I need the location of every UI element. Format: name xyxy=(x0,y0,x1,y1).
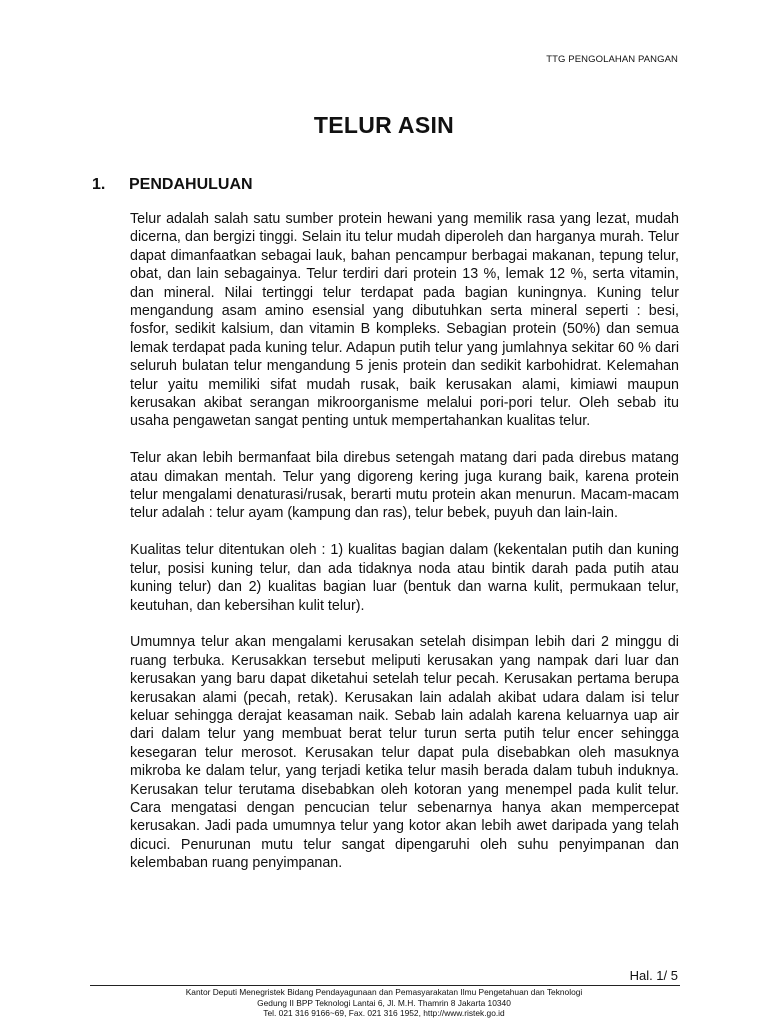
footer-line: Gedung II BPP Teknologi Lantai 6, Jl. M.H. Thamrin 8 Jakarta 10340 xyxy=(257,997,511,1008)
document-title: TELUR ASIN xyxy=(313,112,455,138)
footer-line: Kantor Deputi Menegristek Bidang Pendayagunaan dan Pemasyarakatan Ilmu Pengetahuan dan Teknologi xyxy=(185,987,583,997)
paragraph: Umumnya telur akan mengalami kerusakan setelah disimpan lebih dari 2 minggu di ruang terbuka. Kerusakkan tersebut meliputi kerusakan yang nampak dari luar dan kerusakan yang baru dapat diketahui setelah telur pecah. Kerusakan pertama berupa kerusakan alami (pecah, retak). Kerusakan lain adalah akibat udara dalam isi telur keluar sehingga derajat keasaman naik. Sebab lain adalah karena keluarnya uap air dari dalam telur yang membuat berat telur turun serta putih telur encer sehingga kesegaran telur merosot. Kerusakan telur dapat pula disebabkan oleh masuknya mikroba ke dalam telur, yang terjadi ketika telur masih berada dalam tubuh induknya. Kerusakan telur terutama disebabkan oleh kotoran yang menempel pada kulit telur. Cara mengatasi dengan pencucian telur sebenarnya hanya akan mempercepat kerusakan. Jadi pada umumnya telur yang kotor akan lebih awet daripada yang telah dicuci. Penurunan mutu telur sangat dipengaruhi oleh suhu penyimpanan dan kelembaban ruang penyimpanan. xyxy=(130,634,679,872)
page-number: Hal. 1/ 5 xyxy=(629,968,678,983)
section-title: PENDAHULUAN xyxy=(129,176,253,193)
paragraph: Telur akan lebih bermanfaat bila direbus setengah matang dari pada direbus matang atau dimakan mentah. Telur yang digoreng kering juga kurang baik, karena protein telur mengalami denaturasi/rusak, berarti mutu protein akan menurun. Macam-macam telur adalah : telur ayam (kampung dan ras), telur bebek, puyuh dan lain-lain. xyxy=(130,450,679,522)
footer-line: Tel. 021 316 9166~69, Fax. 021 316 1952, http://www.ristek.go.id xyxy=(263,1008,505,1018)
body-text xyxy=(130,210,679,891)
header-tag: TTG PENGOLAHAN PANGAN xyxy=(546,54,678,65)
footer-divider xyxy=(90,985,680,986)
paragraph: Kualitas telur ditentukan oleh : 1) kualitas bagian dalam (kekentalan putih dan kuning telur, posisi kuning telur, dan ada tidaknya noda atau bintik darah pada putih atau kuning telur) dan 2) kualitas bagian luar (bentuk dan warna kulit, permukaan telur, keutuhan, dan kebersihan kulit telur). xyxy=(130,542,679,614)
section-number: 1. xyxy=(92,176,106,193)
paragraph: Telur adalah salah satu sumber protein hewani yang memilik rasa yang lezat, mudah dicerna, dan bergizi tinggi. Selain itu telur mudah diperoleh dan harganya murah. Telur dapat dimanfaatkan sebagai lauk, bahan pencampur berbagai makanan, tepung telur, obat, dan lain sebagainya. Telur terdiri dari protein 13 %, lemak 12 %, serta vitamin, dan mineral. Nilai tertinggi telur terdapat pada bagian kuningnya. Kuning telur mengandung asam amino esensial yang dibutuhkan serta mineral seperti : besi, fosfor, sedikit kalsium, dan vitamin B kompleks. Sebagian protein (50%) dan semua lemak terdapat pada kuning telur. Adapun putih telur yang jumlahnya sekitar 60 % dari seluruh bulatan telur mengandung 5 jenis protein dan sedikit karbohidrat. Kelemahan telur yaitu memiliki sifat mudah rusak, baik kerusakan alami, kimiawi maupun kerusakan akibat serangan mikroorganisme melalui pori-pori telur. Oleh sebab itu usaha pengawetan sangat penting untuk mempertahankan kualitas telur. xyxy=(130,211,679,430)
footer xyxy=(0,987,768,1019)
